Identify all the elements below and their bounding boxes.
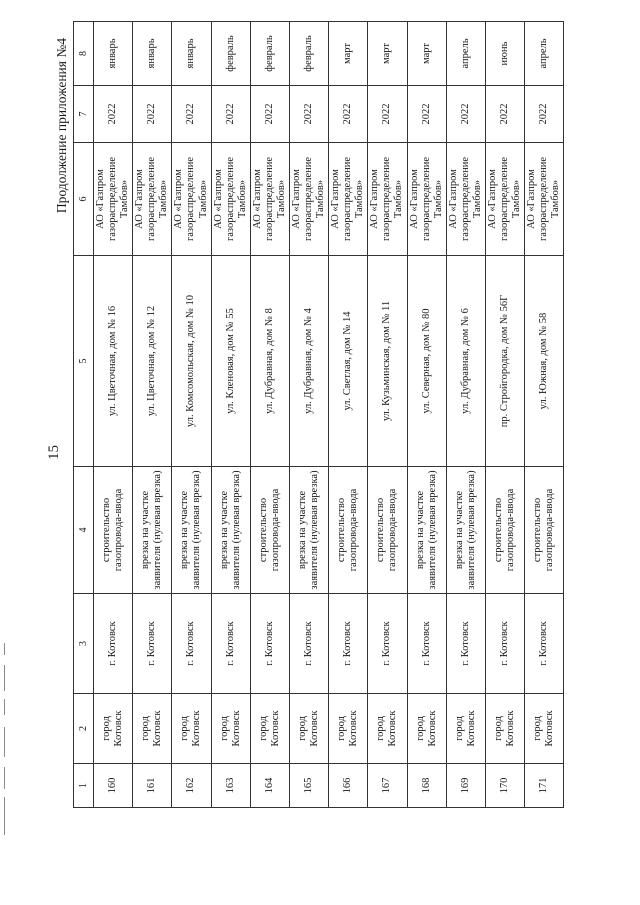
work-type-cell: строительство газопровода-ввода <box>250 467 289 594</box>
municipality-cell: город Котовск <box>133 694 172 764</box>
address-cell: ул. Кузьминская, дом № 11 <box>368 256 407 467</box>
work-type-cell: врезка на участке заявителя (нулевая врезка) <box>133 467 172 594</box>
organization-cell: АО «Газпром газораспределение Тамбов» <box>485 143 524 256</box>
appendix-title: Продолжение приложения №4 <box>54 38 69 214</box>
address-cell: пр. Стройгородка, дом № 56Г <box>485 256 524 467</box>
work-type-cell: врезка на участке заявителя (нулевая врезка) <box>446 467 485 594</box>
header-cell: 1 <box>74 764 94 808</box>
row-number-cell: 163 <box>211 764 250 808</box>
address-cell: ул. Светлая, дом № 14 <box>329 256 368 467</box>
settlement-cell: г. Котовск <box>289 594 328 694</box>
month-cell: январь <box>172 22 211 86</box>
header-cell: 8 <box>74 22 94 86</box>
year-cell: 2022 <box>250 86 289 143</box>
row-number-cell: 166 <box>329 764 368 808</box>
work-type-cell: строительство газопровода-ввода <box>485 467 524 594</box>
municipality-cell: город Котовск <box>407 694 446 764</box>
settlement-cell: г. Котовск <box>407 594 446 694</box>
work-type-cell: врезка на участке заявителя (нулевая врезка) <box>211 467 250 594</box>
month-cell: февраль <box>250 22 289 86</box>
header-row <box>74 22 94 808</box>
municipality-cell: город Котовск <box>485 694 524 764</box>
settlement-cell: г. Котовск <box>368 594 407 694</box>
month-cell: февраль <box>211 22 250 86</box>
municipality-cell: город Котовск <box>289 694 328 764</box>
year-cell: 2022 <box>172 86 211 143</box>
organization-cell: АО «Газпром газораспределение Тамбов» <box>525 143 564 256</box>
address-cell: ул. Комсомольская, дом № 10 <box>172 256 211 467</box>
header-cell: 4 <box>74 467 94 594</box>
scan-artifact <box>4 0 7 905</box>
table-row <box>250 22 289 808</box>
header-cell: 6 <box>74 143 94 256</box>
year-cell: 2022 <box>407 86 446 143</box>
table-row <box>94 22 133 808</box>
organization-cell: АО «Газпром газораспределение Тамбов» <box>329 143 368 256</box>
address-cell: ул. Южная, дом № 58 <box>525 256 564 467</box>
organization-cell: АО «Газпром газораспределение Тамбов» <box>211 143 250 256</box>
municipality-cell: город Котовск <box>94 694 133 764</box>
settlement-cell: г. Котовск <box>525 594 564 694</box>
row-number-cell: 169 <box>446 764 485 808</box>
organization-cell: АО «Газпром газораспределение Тамбов» <box>250 143 289 256</box>
header-cell: 3 <box>74 594 94 694</box>
organization-cell: АО «Газпром газораспределение Тамбов» <box>446 143 485 256</box>
settlement-cell: г. Котовск <box>133 594 172 694</box>
address-cell: ул. Дубравная, дом № 6 <box>446 256 485 467</box>
month-cell: январь <box>133 22 172 86</box>
header-cell: 2 <box>74 694 94 764</box>
row-number-cell: 164 <box>250 764 289 808</box>
address-cell: ул. Кленовая, дом № 55 <box>211 256 250 467</box>
municipality-cell: город Котовск <box>368 694 407 764</box>
address-cell: ул. Северная, дом № 80 <box>407 256 446 467</box>
month-cell: июнь <box>485 22 524 86</box>
table-row <box>172 22 211 808</box>
month-cell: март <box>368 22 407 86</box>
month-cell: апрель <box>525 22 564 86</box>
row-number-cell: 168 <box>407 764 446 808</box>
municipality-cell: город Котовск <box>329 694 368 764</box>
row-number-cell: 162 <box>172 764 211 808</box>
address-cell: ул. Цветочная, дом № 12 <box>133 256 172 467</box>
table-row <box>133 22 172 808</box>
row-number-cell: 161 <box>133 764 172 808</box>
year-cell: 2022 <box>289 86 328 143</box>
year-cell: 2022 <box>133 86 172 143</box>
work-type-cell: строительство газопровода-ввода <box>94 467 133 594</box>
work-type-cell: врезка на участке заявителя (нулевая врезка) <box>289 467 328 594</box>
month-cell: март <box>407 22 446 86</box>
municipality-cell: город Котовск <box>525 694 564 764</box>
organization-cell: АО «Газпром газораспределение Тамбов» <box>172 143 211 256</box>
month-cell: март <box>329 22 368 86</box>
municipality-cell: город Котовск <box>211 694 250 764</box>
year-cell: 2022 <box>329 86 368 143</box>
table-row <box>485 22 524 808</box>
municipality-cell: город Котовск <box>172 694 211 764</box>
settlement-cell: г. Котовск <box>485 594 524 694</box>
work-type-cell: строительство газопровода-ввода <box>368 467 407 594</box>
organization-cell: АО «Газпром газораспределение Тамбов» <box>133 143 172 256</box>
row-number-cell: 160 <box>94 764 133 808</box>
row-number-cell: 167 <box>368 764 407 808</box>
table-row <box>329 22 368 808</box>
work-type-cell: строительство газопровода-ввода <box>525 467 564 594</box>
year-cell: 2022 <box>485 86 524 143</box>
municipality-cell: город Котовск <box>250 694 289 764</box>
table-body <box>94 22 564 808</box>
data-table <box>73 21 564 808</box>
work-type-cell: строительство газопровода-ввода <box>329 467 368 594</box>
month-cell: апрель <box>446 22 485 86</box>
settlement-cell: г. Котовск <box>211 594 250 694</box>
settlement-cell: г. Котовск <box>172 594 211 694</box>
work-type-cell: врезка на участке заявителя (нулевая врезка) <box>172 467 211 594</box>
settlement-cell: г. Котовск <box>250 594 289 694</box>
organization-cell: АО «Газпром газораспределение Тамбов» <box>94 143 133 256</box>
year-cell: 2022 <box>525 86 564 143</box>
organization-cell: АО «Газпром газораспределение Тамбов» <box>289 143 328 256</box>
year-cell: 2022 <box>368 86 407 143</box>
organization-cell: АО «Газпром газораспределение Тамбов» <box>368 143 407 256</box>
settlement-cell: г. Котовск <box>94 594 133 694</box>
address-cell: ул. Дубравная, дом № 8 <box>250 256 289 467</box>
row-number-cell: 165 <box>289 764 328 808</box>
row-number-cell: 171 <box>525 764 564 808</box>
municipality-cell: город Котовск <box>446 694 485 764</box>
work-type-cell: врезка на участке заявителя (нулевая врезка) <box>407 467 446 594</box>
year-cell: 2022 <box>94 86 133 143</box>
year-cell: 2022 <box>211 86 250 143</box>
table-row <box>407 22 446 808</box>
page-number: 15 <box>46 445 62 460</box>
settlement-cell: г. Котовск <box>446 594 485 694</box>
address-cell: ул. Цветочная, дом № 16 <box>94 256 133 467</box>
year-cell: 2022 <box>446 86 485 143</box>
row-number-cell: 170 <box>485 764 524 808</box>
table-row <box>446 22 485 808</box>
table-row <box>211 22 250 808</box>
table-row <box>368 22 407 808</box>
address-cell: ул. Дубравная, дом № 4 <box>289 256 328 467</box>
header-cell: 7 <box>74 86 94 143</box>
table-row <box>289 22 328 808</box>
settlement-cell: г. Котовск <box>329 594 368 694</box>
header-cell: 5 <box>74 256 94 467</box>
table-row <box>525 22 564 808</box>
month-cell: февраль <box>289 22 328 86</box>
organization-cell: АО «Газпром газораспределение Тамбов» <box>407 143 446 256</box>
month-cell: январь <box>94 22 133 86</box>
